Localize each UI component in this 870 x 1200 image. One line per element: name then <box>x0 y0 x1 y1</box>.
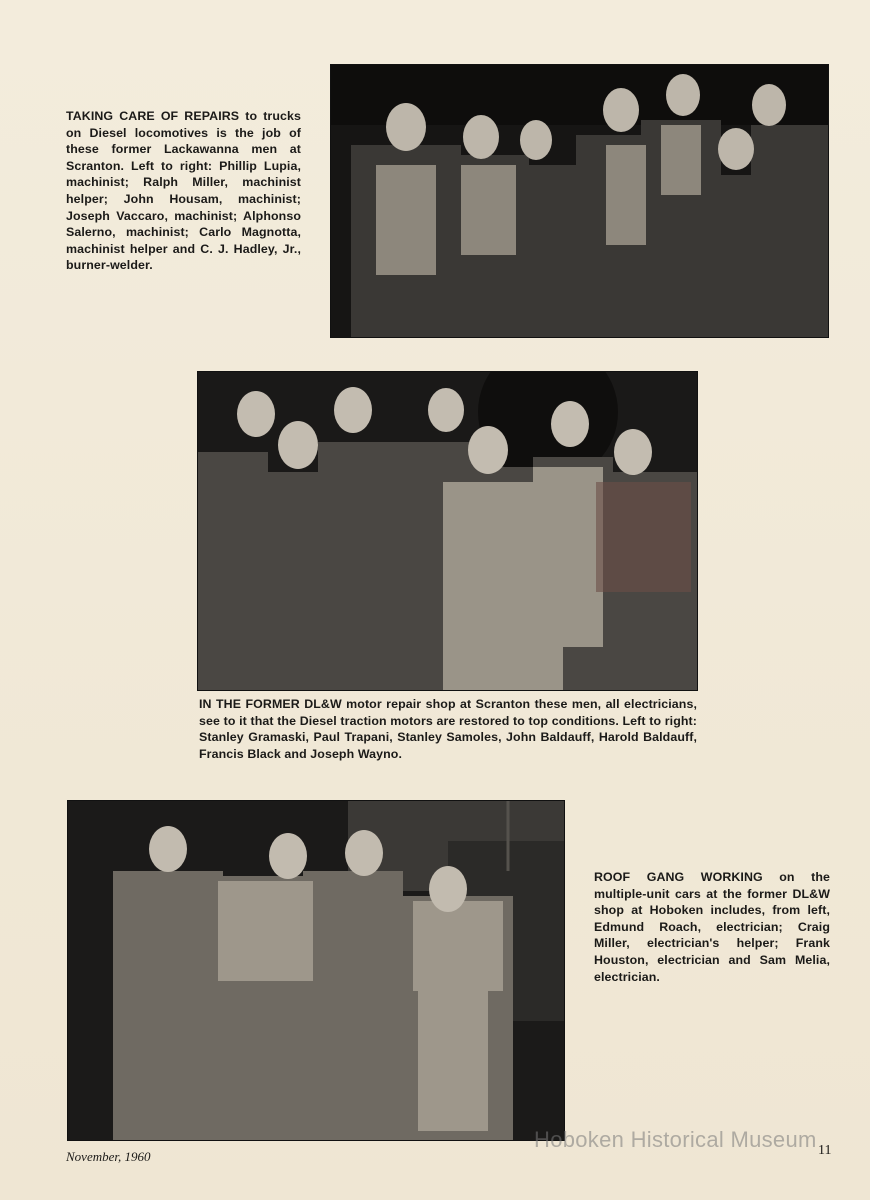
caption-motor-shop-lead: IN THE FORMER DL&W <box>199 697 342 711</box>
photo-repairs-crew <box>330 64 829 338</box>
caption-roof-gang <box>594 869 830 985</box>
photo-motor-shop-crew <box>197 371 698 691</box>
caption-repairs-lead: TAKING CARE OF REPAIRS <box>66 109 240 123</box>
photo-roof-gang <box>67 800 565 1141</box>
caption-repairs-body: to trucks on Diesel locomotives is the job of these former Lackawanna men at Scranton. Left to right: Phillip Lupia, machinist; Ralph Miller, machinist helper; John Housam, machinist; Joseph Vaccaro, machinist; Alphonso Salerno, machinist; Carlo Magnotta, machinist helper and C. J. Hadley, Jr., burner-welder. <box>66 109 301 273</box>
photo-repairs-image <box>331 65 828 337</box>
page-number: 11 <box>818 1143 832 1158</box>
museum-watermark: Hoboken Historical Museum <box>534 1127 817 1152</box>
caption-roof-gang-lead: ROOF GANG WORKING <box>594 870 763 884</box>
photo-motor-shop-image <box>198 372 697 690</box>
issue-date: November, 1960 <box>66 1149 151 1164</box>
photo-roof-gang-image <box>68 801 564 1140</box>
caption-motor-shop-body: motor repair shop at Scranton these men, all electricians, see to it that the Diesel traction motors are restored to top conditions. Left to right: Stanley Gramaski, Paul Trapani, Stanley Samoles, John Baldauff, Harold Baldauff, Francis Black and Joseph Wayno. <box>199 697 697 761</box>
caption-repairs <box>66 108 301 274</box>
caption-motor-shop <box>199 696 697 762</box>
caption-roof-gang-body: on the multiple-unit cars at the former DL&W shop at Hoboken includes, from left, Edmund Roach, electrician; Craig Miller, electrician's helper; Frank Houston, electrician and Sam Melia, electrician. <box>594 870 830 984</box>
